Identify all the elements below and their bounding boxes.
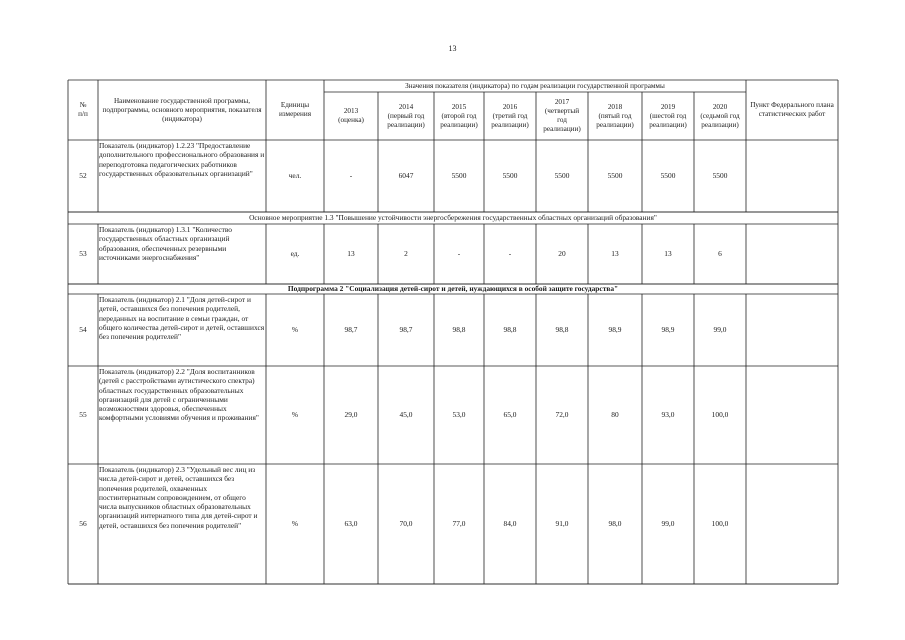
value-cell: 2 xyxy=(404,249,408,259)
section-main-activity: Основное мероприятие 1.3 "Повышение устойчивости энергосбережения государственных областных организаций образования" xyxy=(249,213,657,222)
value-cell: - xyxy=(457,249,461,259)
value-cell: 13 xyxy=(611,249,619,259)
value-cell: 98,8 xyxy=(452,325,466,335)
value-cell: 6047 xyxy=(398,171,414,181)
plan-cell xyxy=(746,366,838,464)
value-cell: 80 xyxy=(611,410,619,420)
row-number: 55 xyxy=(79,410,87,420)
value-cell: 77,0 xyxy=(452,519,466,529)
plan-cell xyxy=(746,224,838,284)
value-cell: 99,0 xyxy=(713,325,727,335)
value-cell: 98,9 xyxy=(661,325,675,335)
value-cell: 91,0 xyxy=(555,519,569,529)
value-cell: 63,0 xyxy=(344,519,358,529)
unit-cell: % xyxy=(291,325,299,335)
plan-cell xyxy=(746,140,838,212)
header-year: 2015 (второй год реализации) xyxy=(440,102,478,129)
row-number: 53 xyxy=(79,249,87,259)
header-year: 2017 (четвертый год реализации) xyxy=(543,98,581,133)
value-cell: 5500 xyxy=(712,171,728,181)
header-unit: Единицы измерения xyxy=(278,101,312,118)
indicator-name: Показатель (индикатор) 1.3.1 "Количество государственных областных организаций образования, обеспеченных резервными источниками энергоснабжения" xyxy=(99,225,232,262)
value-cell: 5500 xyxy=(554,171,570,181)
value-cell: 20 xyxy=(558,249,566,259)
unit-cell: % xyxy=(291,519,299,529)
value-cell: 99,0 xyxy=(661,519,675,529)
value-cell: 100,0 xyxy=(711,519,729,529)
value-cell: 53,0 xyxy=(452,410,466,420)
header-year: 2013 (оценка) xyxy=(338,107,364,124)
value-cell: 98,8 xyxy=(503,325,517,335)
value-cell: 65,0 xyxy=(503,410,517,420)
value-cell: 72,0 xyxy=(555,410,569,420)
header-year: 2016 (третий год реализации) xyxy=(491,102,529,129)
value-cell: 13 xyxy=(664,249,672,259)
value-cell: 45,0 xyxy=(399,410,413,420)
header-name: Наименование государственной программы, подпрограммы, основного мероприятия, показателя (индикатора) xyxy=(102,96,262,123)
value-cell: - xyxy=(508,249,512,259)
value-cell: 70,0 xyxy=(399,519,413,529)
plan-cell xyxy=(746,464,838,584)
value-cell: 6 xyxy=(718,249,722,259)
indicator-name: Показатель (индикатор) 2.1 "Доля детей-сирот и детей, оставшихся без попечения родителей, переданных на воспитание в семьи граждан, от общего количества детей-сирот и детей, оставшихся без попечения родителей" xyxy=(99,295,265,341)
value-cell: 98,9 xyxy=(608,325,622,335)
value-cell: 98,0 xyxy=(608,519,622,529)
indicator-name: Показатель (индикатор) 1.2.23 "Предоставление дополнительного профессионального образования и переподготовка педагогических работников государственных образовательных организаций" xyxy=(99,141,265,178)
value-cell: 13 xyxy=(347,249,355,259)
unit-cell: чел. xyxy=(288,171,302,181)
row-number: 54 xyxy=(79,325,87,335)
value-cell: 93,0 xyxy=(661,410,675,420)
section-subprogram: Подпрограмма 2 "Социализация детей-сирот и детей, нуждающихся в особой защите государства" xyxy=(287,284,619,293)
unit-cell: % xyxy=(291,410,299,420)
header-year: 2020 (седьмой год реализации) xyxy=(700,102,740,129)
indicator-name: Показатель (индикатор) 2.2 "Доля воспитанников (детей с расстройствами аутистического спектра) областных государственных образовательных организаций для детей с ограниченными возможностями здоровья, обеспеченных комфортными условиями обучения и проживания" xyxy=(99,367,259,423)
value-cell: 5500 xyxy=(607,171,623,181)
value-cell: 100,0 xyxy=(711,410,729,420)
value-cell: 98,7 xyxy=(344,325,358,335)
header-year: 2014 (первый год реализации) xyxy=(387,102,425,129)
row-number: 52 xyxy=(79,171,87,181)
header-year: 2019 (шестой год реализации) xyxy=(649,102,687,129)
value-cell: 98,7 xyxy=(399,325,413,335)
unit-cell: ед. xyxy=(290,249,300,259)
row-number: 56 xyxy=(79,519,87,529)
value-cell: 5500 xyxy=(451,171,467,181)
value-cell: 84,0 xyxy=(503,519,517,529)
plan-cell xyxy=(746,294,838,366)
value-cell: 5500 xyxy=(502,171,518,181)
header-year: 2018 (пятый год реализации) xyxy=(596,102,634,129)
value-cell: 98,8 xyxy=(555,325,569,335)
header-plan: Пункт Федерального плана статистических работ xyxy=(750,101,834,118)
indicator-name: Показатель (индикатор) 2.3 "Удельный вес лиц из числа детей-сирот и детей, оставшихся без попечения родителей, охваченных постинтернатным сопровождением, от общего числа выпускников областных образовательных организаций интернатного типа для детей-сирот и детей, оставшихся без попечения родителей" xyxy=(99,465,258,530)
value-cell: 29,0 xyxy=(344,410,358,420)
value-cell: - xyxy=(349,171,353,181)
header-num: № п/п xyxy=(78,101,88,118)
page-number: 13 xyxy=(448,44,457,53)
header-values-group: Значения показателя (индикатора) по годам реализации государственной программы xyxy=(405,81,665,90)
value-cell: 5500 xyxy=(660,171,676,181)
